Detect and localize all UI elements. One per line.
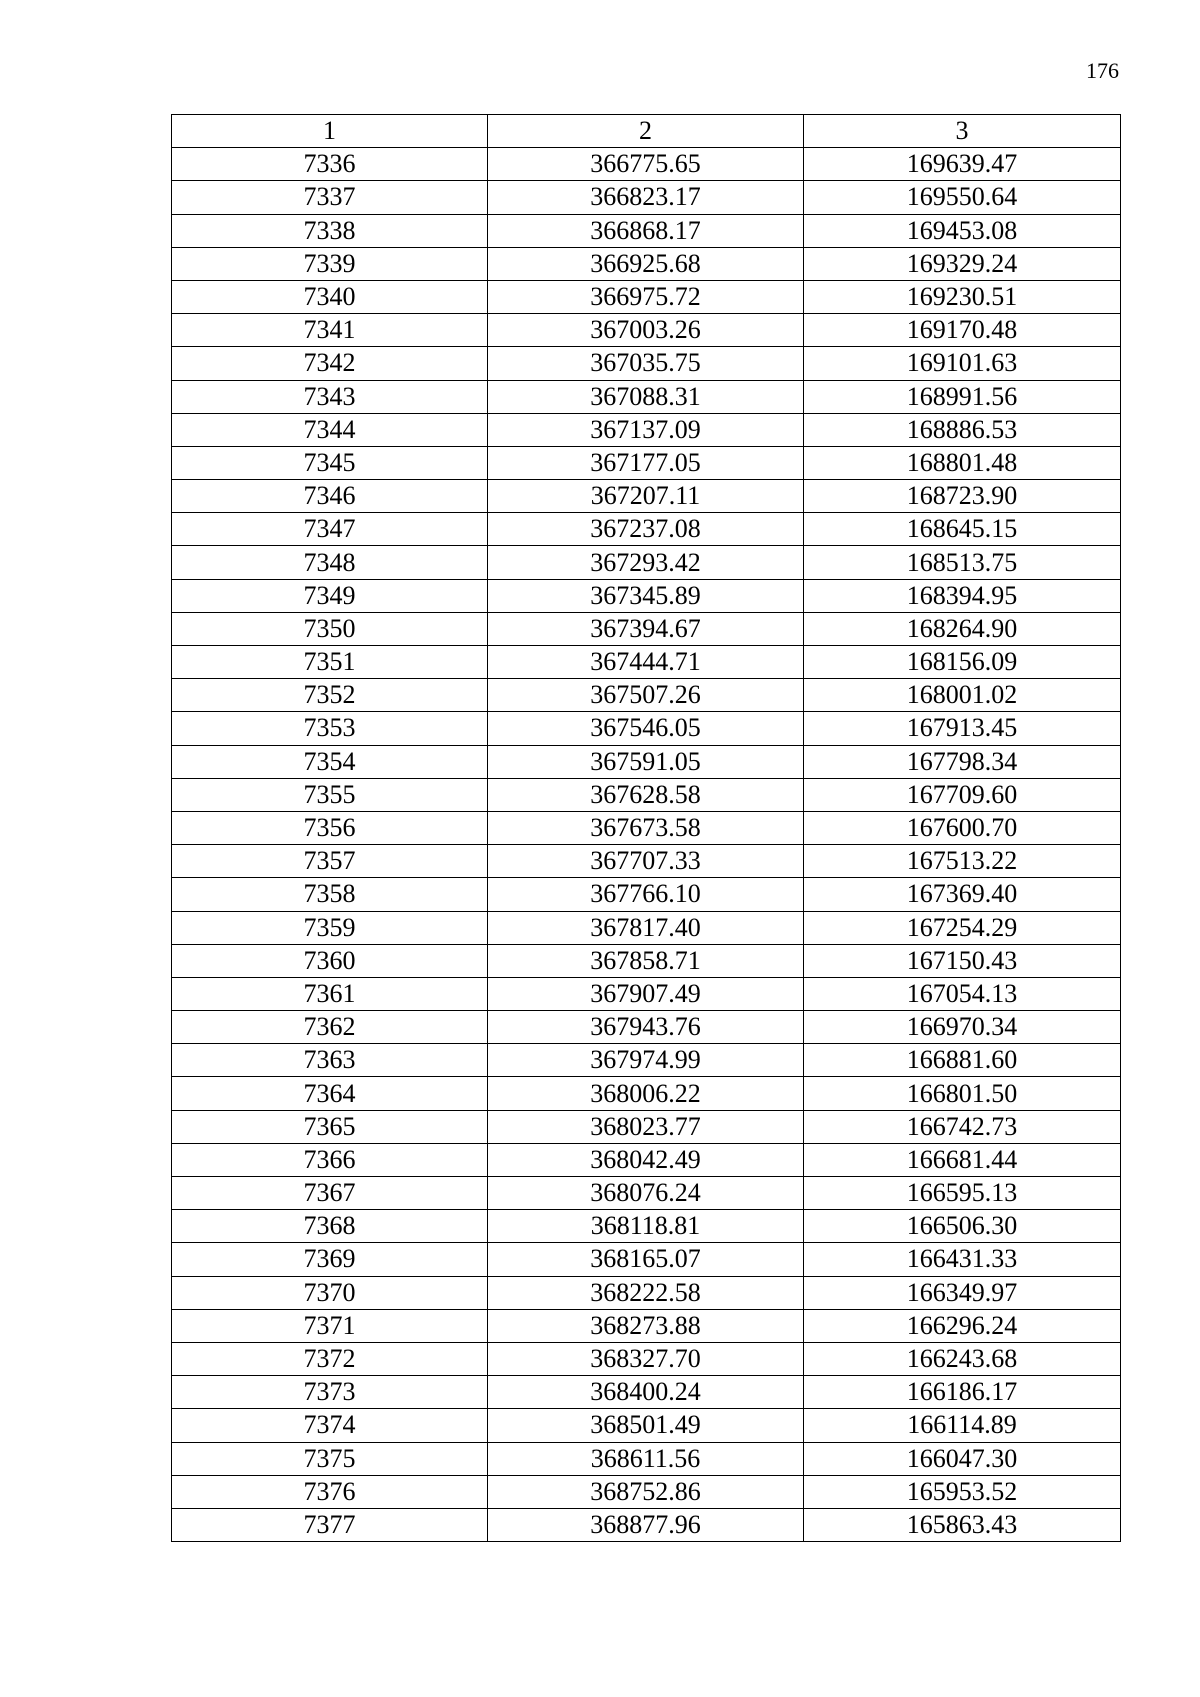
x-coordinate-cell: 367591.05 [488, 745, 804, 778]
y-coordinate-cell: 169639.47 [804, 148, 1121, 181]
table-row [172, 712, 1121, 745]
x-coordinate-cell: 367345.89 [488, 579, 804, 612]
point-number-cell: 7344 [172, 413, 488, 446]
x-coordinate-cell: 367394.67 [488, 612, 804, 645]
x-coordinate-cell: 368501.49 [488, 1409, 804, 1442]
table-row [172, 247, 1121, 280]
y-coordinate-cell: 168645.15 [804, 513, 1121, 546]
y-coordinate-cell: 169453.08 [804, 214, 1121, 247]
x-coordinate-cell: 367444.71 [488, 646, 804, 679]
x-coordinate-cell: 367293.42 [488, 546, 804, 579]
point-number-cell: 7369 [172, 1243, 488, 1276]
table-row [172, 181, 1121, 214]
point-number-cell: 7349 [172, 579, 488, 612]
x-coordinate-cell: 368752.86 [488, 1475, 804, 1508]
y-coordinate-cell: 168991.56 [804, 380, 1121, 413]
y-coordinate-cell: 166431.33 [804, 1243, 1121, 1276]
table-row [172, 480, 1121, 513]
point-number-cell: 7340 [172, 280, 488, 313]
coordinates-table [171, 114, 1121, 1542]
y-coordinate-cell: 169170.48 [804, 314, 1121, 347]
point-number-cell: 7358 [172, 878, 488, 911]
y-coordinate-cell: 166243.68 [804, 1342, 1121, 1375]
x-coordinate-cell: 368877.96 [488, 1508, 804, 1541]
y-coordinate-cell: 166881.60 [804, 1044, 1121, 1077]
x-coordinate-cell: 367858.71 [488, 944, 804, 977]
x-coordinate-cell: 368273.88 [488, 1309, 804, 1342]
y-coordinate-cell: 167913.45 [804, 712, 1121, 745]
x-coordinate-cell: 367546.05 [488, 712, 804, 745]
y-coordinate-cell: 167054.13 [804, 977, 1121, 1010]
x-coordinate-cell: 367628.58 [488, 778, 804, 811]
y-coordinate-cell: 168001.02 [804, 679, 1121, 712]
point-number-cell: 7346 [172, 480, 488, 513]
point-number-cell: 7367 [172, 1177, 488, 1210]
point-number-cell: 7355 [172, 778, 488, 811]
point-number-cell: 7372 [172, 1342, 488, 1375]
x-coordinate-cell: 367707.33 [488, 845, 804, 878]
x-coordinate-cell: 366925.68 [488, 247, 804, 280]
table-row [172, 977, 1121, 1010]
x-coordinate-cell: 367137.09 [488, 413, 804, 446]
x-coordinate-cell: 368076.24 [488, 1177, 804, 1210]
x-coordinate-cell: 367003.26 [488, 314, 804, 347]
point-number-cell: 7343 [172, 380, 488, 413]
y-coordinate-cell: 166296.24 [804, 1309, 1121, 1342]
table-row [172, 679, 1121, 712]
x-coordinate-cell: 368118.81 [488, 1210, 804, 1243]
point-number-cell: 7359 [172, 911, 488, 944]
x-coordinate-cell: 368222.58 [488, 1276, 804, 1309]
point-number-cell: 7354 [172, 745, 488, 778]
x-coordinate-cell: 367088.31 [488, 380, 804, 413]
table-row [172, 280, 1121, 313]
x-coordinate-cell: 367817.40 [488, 911, 804, 944]
table-row [172, 347, 1121, 380]
y-coordinate-cell: 168801.48 [804, 446, 1121, 479]
y-coordinate-cell: 168513.75 [804, 546, 1121, 579]
table-row [172, 1011, 1121, 1044]
point-number-cell: 7361 [172, 977, 488, 1010]
x-coordinate-cell: 367177.05 [488, 446, 804, 479]
point-number-cell: 7357 [172, 845, 488, 878]
y-coordinate-cell: 166681.44 [804, 1143, 1121, 1176]
point-number-cell: 7365 [172, 1110, 488, 1143]
y-coordinate-cell: 169329.24 [804, 247, 1121, 280]
y-coordinate-cell: 168264.90 [804, 612, 1121, 645]
y-coordinate-cell: 167254.29 [804, 911, 1121, 944]
x-coordinate-cell: 368165.07 [488, 1243, 804, 1276]
table-row [172, 1475, 1121, 1508]
y-coordinate-cell: 166349.97 [804, 1276, 1121, 1309]
table-row [172, 1210, 1121, 1243]
x-coordinate-cell: 367907.49 [488, 977, 804, 1010]
x-coordinate-cell: 368611.56 [488, 1442, 804, 1475]
y-coordinate-cell: 166595.13 [804, 1177, 1121, 1210]
header-cell-col-2: 2 [488, 115, 804, 148]
table-body [172, 115, 1121, 1542]
y-coordinate-cell: 169550.64 [804, 181, 1121, 214]
point-number-cell: 7363 [172, 1044, 488, 1077]
table-row [172, 1143, 1121, 1176]
y-coordinate-cell: 167513.22 [804, 845, 1121, 878]
table-row [172, 513, 1121, 546]
table-row [172, 646, 1121, 679]
x-coordinate-cell: 367974.99 [488, 1044, 804, 1077]
y-coordinate-cell: 167150.43 [804, 944, 1121, 977]
table-header-row [172, 115, 1121, 148]
point-number-cell: 7351 [172, 646, 488, 679]
point-number-cell: 7348 [172, 546, 488, 579]
x-coordinate-cell: 366823.17 [488, 181, 804, 214]
x-coordinate-cell: 367237.08 [488, 513, 804, 546]
point-number-cell: 7339 [172, 247, 488, 280]
table-row [172, 1276, 1121, 1309]
point-number-cell: 7352 [172, 679, 488, 712]
x-coordinate-cell: 368042.49 [488, 1143, 804, 1176]
x-coordinate-cell: 367035.75 [488, 347, 804, 380]
x-coordinate-cell: 367943.76 [488, 1011, 804, 1044]
point-number-cell: 7376 [172, 1475, 488, 1508]
page-number: 176 [1086, 58, 1119, 83]
y-coordinate-cell: 169101.63 [804, 347, 1121, 380]
table-row [172, 911, 1121, 944]
point-number-cell: 7373 [172, 1376, 488, 1409]
point-number-cell: 7345 [172, 446, 488, 479]
table-row [172, 878, 1121, 911]
x-coordinate-cell: 367766.10 [488, 878, 804, 911]
y-coordinate-cell: 167369.40 [804, 878, 1121, 911]
point-number-cell: 7350 [172, 612, 488, 645]
table-row [172, 546, 1121, 579]
point-number-cell: 7337 [172, 181, 488, 214]
point-number-cell: 7338 [172, 214, 488, 247]
point-number-cell: 7368 [172, 1210, 488, 1243]
point-number-cell: 7347 [172, 513, 488, 546]
x-coordinate-cell: 368327.70 [488, 1342, 804, 1375]
x-coordinate-cell: 366868.17 [488, 214, 804, 247]
point-number-cell: 7356 [172, 811, 488, 844]
point-number-cell: 7364 [172, 1077, 488, 1110]
header-cell-col-1: 1 [172, 115, 488, 148]
table-row [172, 380, 1121, 413]
y-coordinate-cell: 167798.34 [804, 745, 1121, 778]
point-number-cell: 7377 [172, 1508, 488, 1541]
point-number-cell: 7371 [172, 1309, 488, 1342]
x-coordinate-cell: 368023.77 [488, 1110, 804, 1143]
y-coordinate-cell: 166047.30 [804, 1442, 1121, 1475]
point-number-cell: 7362 [172, 1011, 488, 1044]
y-coordinate-cell: 166801.50 [804, 1077, 1121, 1110]
y-coordinate-cell: 166186.17 [804, 1376, 1121, 1409]
point-number-cell: 7342 [172, 347, 488, 380]
table-row [172, 1508, 1121, 1541]
y-coordinate-cell: 165953.52 [804, 1475, 1121, 1508]
x-coordinate-cell: 368006.22 [488, 1077, 804, 1110]
table-row [172, 778, 1121, 811]
table-row [172, 1044, 1121, 1077]
y-coordinate-cell: 168723.90 [804, 480, 1121, 513]
table-row [172, 845, 1121, 878]
x-coordinate-cell: 367673.58 [488, 811, 804, 844]
table-row [172, 148, 1121, 181]
x-coordinate-cell: 368400.24 [488, 1376, 804, 1409]
x-coordinate-cell: 367507.26 [488, 679, 804, 712]
table-row [172, 1177, 1121, 1210]
y-coordinate-cell: 167600.70 [804, 811, 1121, 844]
table-row [172, 612, 1121, 645]
y-coordinate-cell: 168394.95 [804, 579, 1121, 612]
table-row [172, 446, 1121, 479]
point-number-cell: 7366 [172, 1143, 488, 1176]
table-row [172, 1409, 1121, 1442]
table-row [172, 1376, 1121, 1409]
table-row [172, 1077, 1121, 1110]
y-coordinate-cell: 166742.73 [804, 1110, 1121, 1143]
table-row [172, 579, 1121, 612]
point-number-cell: 7375 [172, 1442, 488, 1475]
y-coordinate-cell: 166506.30 [804, 1210, 1121, 1243]
table-row [172, 1243, 1121, 1276]
y-coordinate-cell: 166970.34 [804, 1011, 1121, 1044]
x-coordinate-cell: 366775.65 [488, 148, 804, 181]
table-row [172, 944, 1121, 977]
point-number-cell: 7374 [172, 1409, 488, 1442]
point-number-cell: 7336 [172, 148, 488, 181]
y-coordinate-cell: 169230.51 [804, 280, 1121, 313]
table-row [172, 1342, 1121, 1375]
table-row [172, 811, 1121, 844]
table-row [172, 413, 1121, 446]
y-coordinate-cell: 168156.09 [804, 646, 1121, 679]
table-row [172, 1309, 1121, 1342]
table-row [172, 314, 1121, 347]
point-number-cell: 7341 [172, 314, 488, 347]
x-coordinate-cell: 366975.72 [488, 280, 804, 313]
y-coordinate-cell: 167709.60 [804, 778, 1121, 811]
y-coordinate-cell: 168886.53 [804, 413, 1121, 446]
point-number-cell: 7353 [172, 712, 488, 745]
point-number-cell: 7360 [172, 944, 488, 977]
table-row [172, 1110, 1121, 1143]
header-cell-col-3: 3 [804, 115, 1121, 148]
table-row [172, 214, 1121, 247]
point-number-cell: 7370 [172, 1276, 488, 1309]
y-coordinate-cell: 165863.43 [804, 1508, 1121, 1541]
table-row [172, 1442, 1121, 1475]
x-coordinate-cell: 367207.11 [488, 480, 804, 513]
table-row [172, 745, 1121, 778]
y-coordinate-cell: 166114.89 [804, 1409, 1121, 1442]
